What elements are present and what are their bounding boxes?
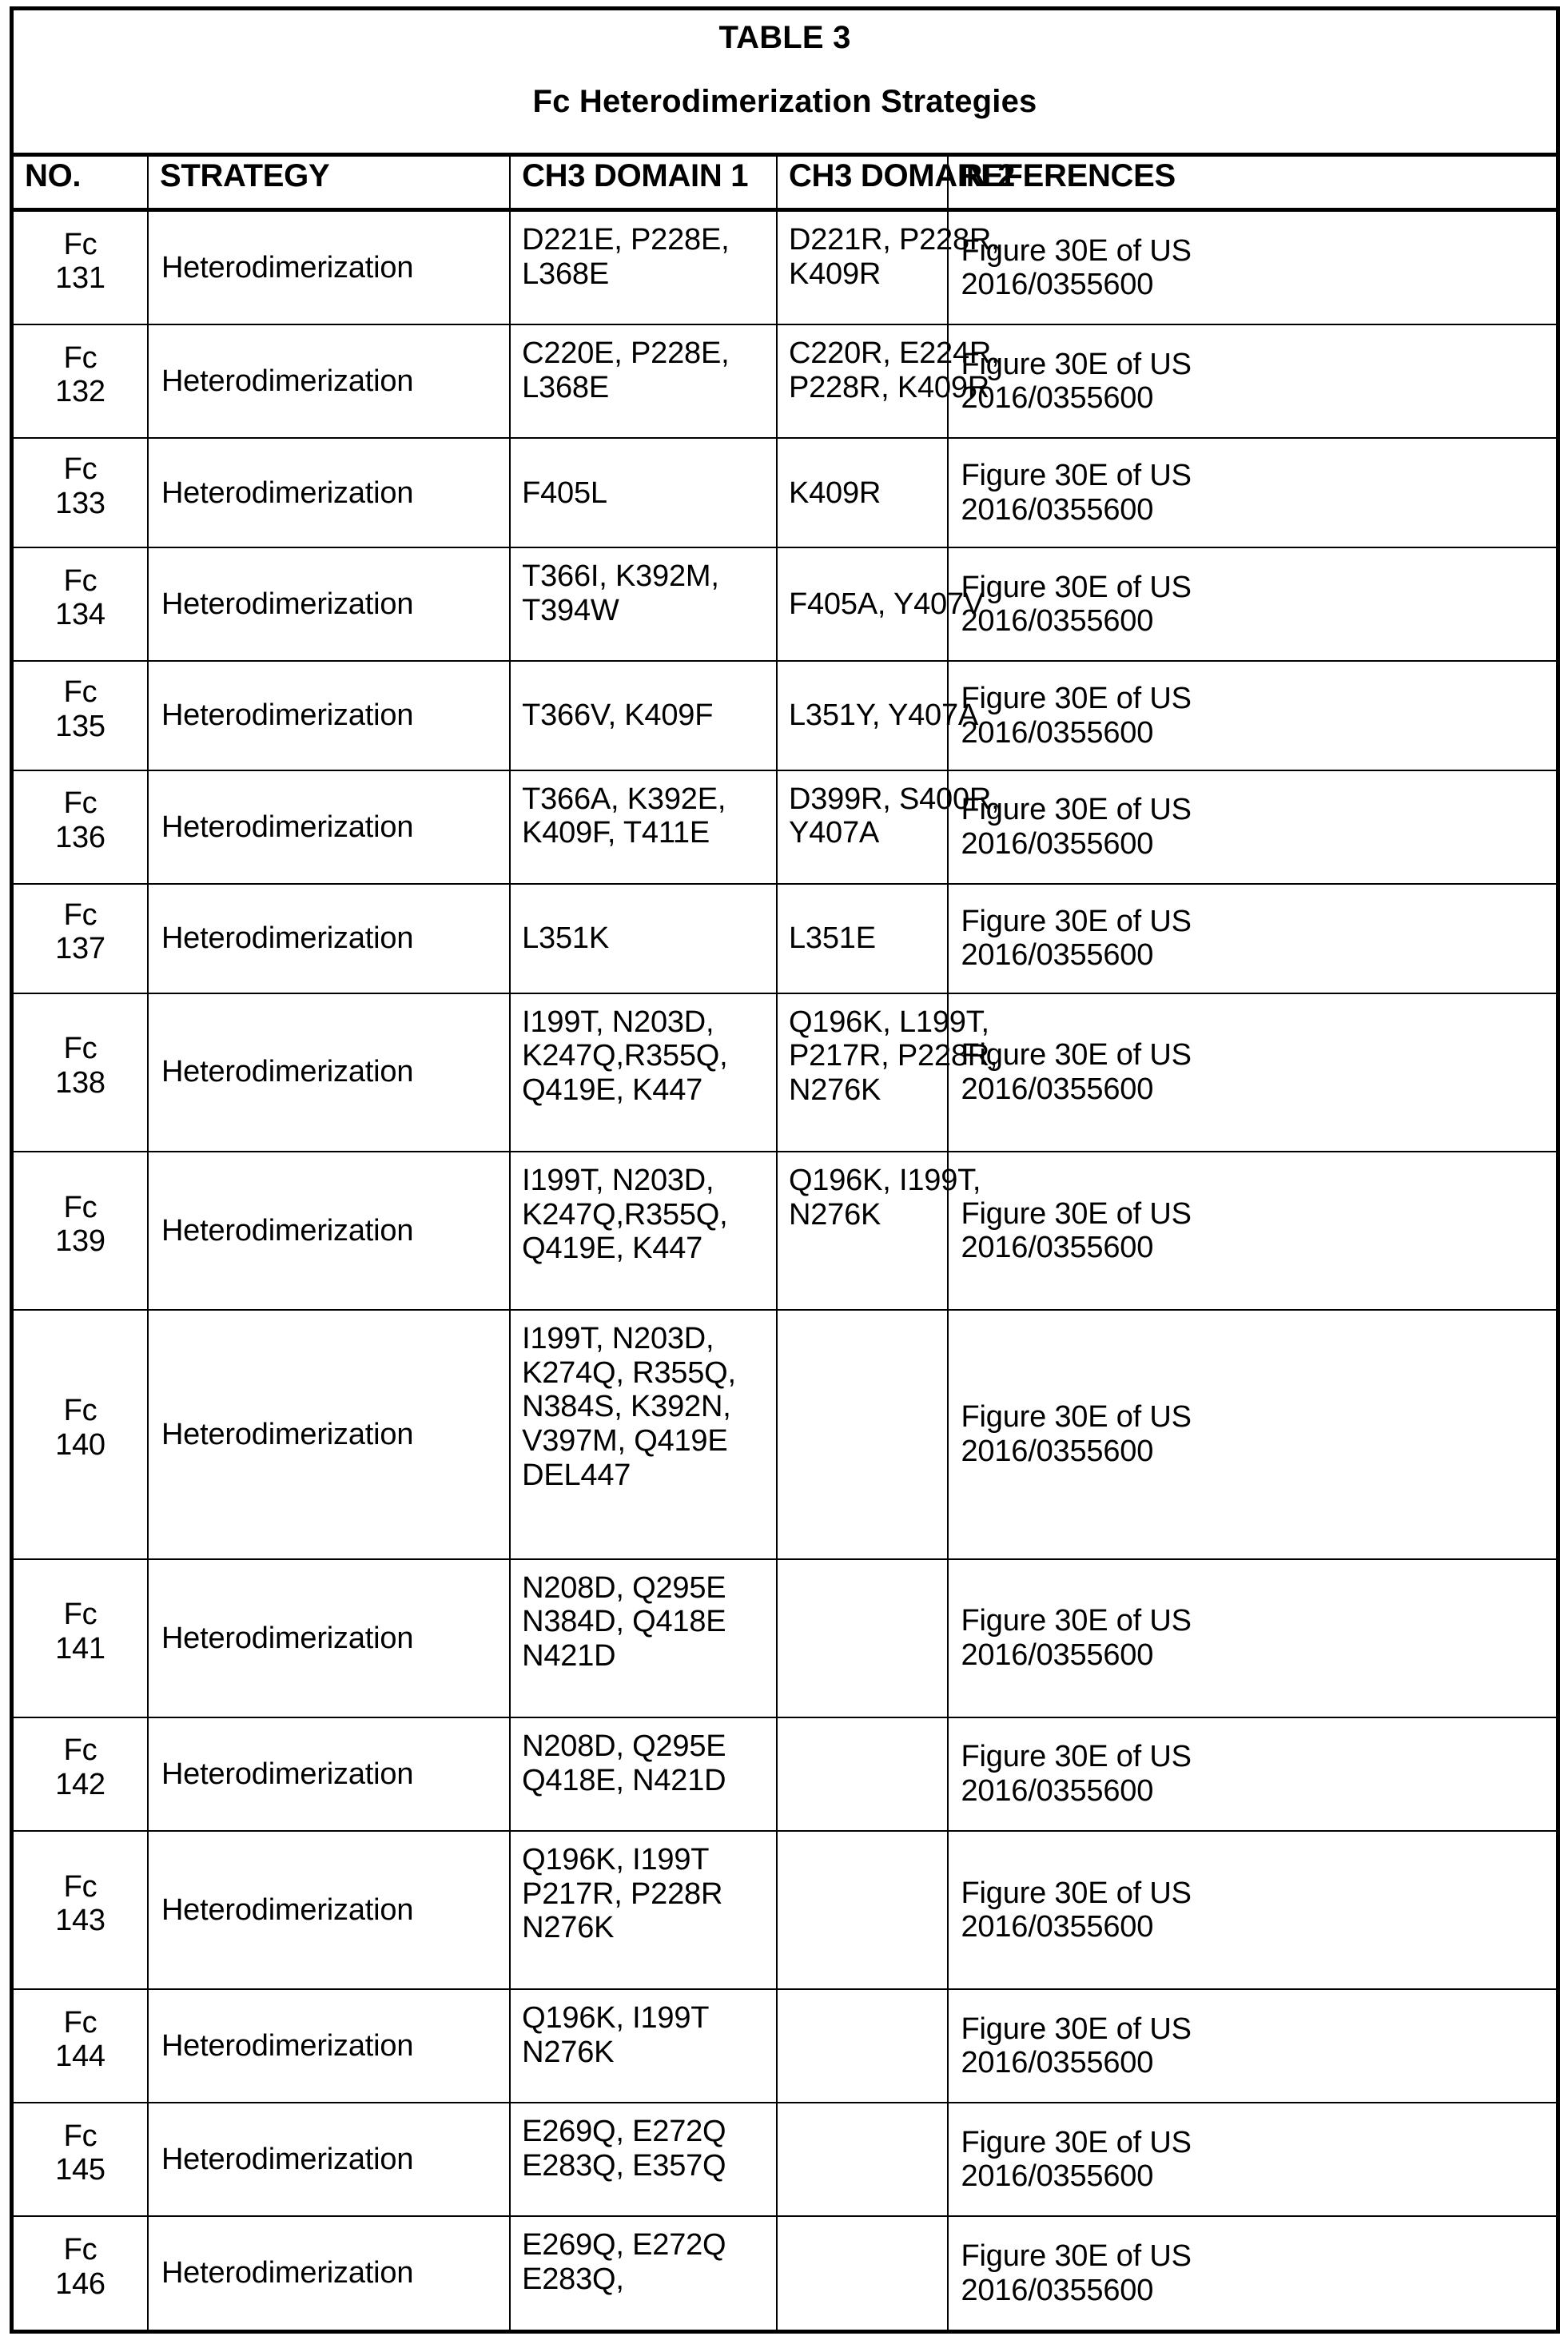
cell-reference bbox=[948, 993, 1558, 1152]
cell-reference bbox=[948, 1831, 1558, 1989]
column-header-strategy: STRATEGY bbox=[148, 155, 510, 210]
cell-ch3-domain-1 bbox=[510, 884, 777, 993]
cell-fc-number bbox=[12, 1989, 148, 2103]
reference-line: Figure 30E of US bbox=[961, 233, 1192, 268]
mutation-line: D399R, S400R, bbox=[788, 782, 1000, 816]
mutation-line: N384D, Q418E bbox=[522, 1605, 726, 1639]
table-row bbox=[12, 2216, 1558, 2331]
cell-strategy: Heterodimerization bbox=[148, 2103, 510, 2216]
cell-fc-number bbox=[12, 438, 148, 547]
fc-prefix: Fc bbox=[63, 1190, 98, 1224]
table-row bbox=[12, 993, 1558, 1152]
cell-reference bbox=[948, 1310, 1558, 1558]
mutation-line: Q419E, K447 bbox=[522, 1073, 703, 1107]
mutation-line: I199T, N203D, bbox=[522, 1322, 714, 1356]
table-row bbox=[12, 1831, 1558, 1989]
mutation-line: K409R bbox=[788, 257, 882, 291]
fc-prefix: Fc bbox=[63, 563, 98, 598]
fc-heterodimerization-table bbox=[10, 6, 1560, 2334]
table-row bbox=[12, 770, 1558, 884]
reference-line: 2016/0355600 bbox=[961, 492, 1154, 527]
fc-number: 133 bbox=[55, 486, 105, 520]
cell-ch3-domain-1 bbox=[510, 1310, 777, 1558]
cell-reference bbox=[948, 324, 1558, 438]
table-row bbox=[12, 1310, 1558, 1558]
mutation-line: T394W bbox=[522, 593, 619, 627]
cell-fc-number bbox=[12, 661, 148, 770]
mutation-line: N276K bbox=[788, 1073, 882, 1107]
reference-line: 2016/0355600 bbox=[961, 826, 1154, 861]
fc-number: 140 bbox=[55, 1427, 105, 1462]
fc-number: 146 bbox=[55, 2266, 105, 2301]
table-row bbox=[12, 1989, 1558, 2103]
cell-reference bbox=[948, 547, 1558, 661]
cell-strategy: Heterodimerization bbox=[148, 1152, 510, 1310]
fc-prefix: Fc bbox=[63, 786, 98, 821]
mutation-line: E283Q, E357Q bbox=[522, 2148, 726, 2183]
mutation-line: N208D, Q295E bbox=[522, 1729, 726, 1763]
fc-number: 131 bbox=[55, 261, 105, 296]
mutation-line: Y407A bbox=[788, 816, 880, 850]
mutation-line: Q196K, I199T bbox=[522, 1843, 710, 1876]
cell-fc-number bbox=[12, 993, 148, 1152]
cell-reference bbox=[948, 770, 1558, 884]
cell-ch3-domain-1 bbox=[510, 993, 777, 1152]
mutation-line: E283Q, bbox=[522, 2262, 624, 2296]
mutation-line: N276K bbox=[522, 2035, 615, 2069]
table-title: TABLE 3 bbox=[718, 20, 851, 55]
cell-fc-number bbox=[12, 1152, 148, 1310]
cell-reference bbox=[948, 210, 1558, 325]
table-row bbox=[12, 1717, 1558, 1831]
cell-ch3-domain-1 bbox=[510, 1717, 777, 1831]
reference-line: Figure 30E of US bbox=[961, 2125, 1192, 2159]
reference-line: Figure 30E of US bbox=[961, 681, 1192, 715]
cell-ch3-domain-2 bbox=[777, 1152, 981, 1310]
mutation-line: V397M, Q419E bbox=[522, 1424, 728, 1458]
mutation-line: I199T, N203D, bbox=[522, 1005, 714, 1039]
mutation-line: Q196K, L199T, bbox=[788, 1005, 989, 1039]
mutation-line: E269Q, E272Q bbox=[522, 2115, 726, 2149]
reference-line: 2016/0355600 bbox=[961, 2273, 1154, 2307]
cell-strategy: Heterodimerization bbox=[148, 324, 510, 438]
fc-number: 132 bbox=[55, 375, 105, 409]
reference-line: 2016/0355600 bbox=[961, 1638, 1154, 1672]
mutation-line: N208D, Q295E bbox=[522, 1570, 726, 1605]
fc-prefix: Fc bbox=[63, 1032, 98, 1066]
reference-line: Figure 30E of US bbox=[961, 1604, 1192, 1638]
mutation-line: K409R bbox=[788, 476, 882, 510]
mutation-line: N421D bbox=[522, 1638, 616, 1673]
column-header-no: NO. bbox=[12, 155, 148, 210]
fc-prefix: Fc bbox=[63, 2005, 98, 2040]
fc-number: 138 bbox=[55, 1065, 105, 1100]
cell-ch3-domain-1 bbox=[510, 2103, 777, 2216]
table-header bbox=[12, 9, 1558, 210]
reference-line: Figure 30E of US bbox=[961, 1740, 1192, 1774]
cell-reference bbox=[948, 2216, 1558, 2331]
mutation-line: Q196K, I199T, bbox=[788, 1163, 981, 1197]
fc-number: 144 bbox=[55, 2040, 105, 2074]
cell-fc-number bbox=[12, 1831, 148, 1989]
fc-number: 135 bbox=[55, 709, 105, 743]
mutation-line: L368E bbox=[522, 371, 609, 405]
mutation-line: T366V, K409F bbox=[522, 698, 714, 733]
cell-reference bbox=[948, 661, 1558, 770]
mutation-line: C220R, E224R, bbox=[788, 336, 1000, 371]
fc-prefix: Fc bbox=[63, 2119, 98, 2153]
mutation-line: D221R, P228R, bbox=[788, 223, 1000, 257]
cell-ch3-domain-1 bbox=[510, 547, 777, 661]
cell-strategy: Heterodimerization bbox=[148, 993, 510, 1152]
cell-strategy: Heterodimerization bbox=[148, 2216, 510, 2331]
cell-fc-number bbox=[12, 210, 148, 325]
cell-fc-number bbox=[12, 1559, 148, 1717]
cell-ch3-domain-2 bbox=[777, 2216, 948, 2331]
reference-line: 2016/0355600 bbox=[961, 1434, 1154, 1468]
cell-ch3-domain-2 bbox=[777, 770, 1000, 884]
cell-reference bbox=[948, 2103, 1558, 2216]
reference-line: Figure 30E of US bbox=[961, 1038, 1192, 1073]
reference-line: Figure 30E of US bbox=[961, 347, 1192, 381]
table-row bbox=[12, 210, 1558, 325]
table-body bbox=[12, 210, 1558, 2332]
column-header-references: REFERENCES bbox=[948, 155, 1558, 210]
mutation-line: I199T, N203D, bbox=[522, 1163, 714, 1197]
cell-ch3-domain-1 bbox=[510, 1831, 777, 1989]
cell-ch3-domain-2 bbox=[777, 1831, 948, 1989]
mutation-line: T366I, K392M, bbox=[522, 559, 719, 594]
mutation-line: K247Q,R355Q, bbox=[522, 1039, 728, 1073]
mutation-line: L368E bbox=[522, 257, 609, 291]
cell-ch3-domain-1 bbox=[510, 2216, 777, 2331]
cell-ch3-domain-2 bbox=[777, 210, 1000, 325]
reference-line: Figure 30E of US bbox=[961, 2239, 1192, 2274]
reference-line: 2016/0355600 bbox=[961, 715, 1154, 750]
reference-line: Figure 30E of US bbox=[961, 1876, 1192, 1910]
mutation-line: D221E, P228E, bbox=[522, 223, 730, 257]
cell-reference bbox=[948, 1989, 1558, 2103]
mutation-line: F405L bbox=[522, 476, 607, 510]
reference-line: Figure 30E of US bbox=[961, 2012, 1192, 2046]
cell-strategy: Heterodimerization bbox=[148, 1310, 510, 1558]
fc-prefix: Fc bbox=[63, 1598, 98, 1632]
mutation-line: K247Q,R355Q, bbox=[522, 1197, 728, 1232]
mutation-line: Q196K, I199T bbox=[522, 2001, 710, 2036]
fc-prefix: Fc bbox=[63, 1394, 98, 1428]
cell-fc-number bbox=[12, 1310, 148, 1558]
mutation-line: F405A, Y407V bbox=[788, 587, 985, 621]
cell-fc-number bbox=[12, 324, 148, 438]
fc-prefix: Fc bbox=[63, 1869, 98, 1904]
mutation-line: N276K bbox=[788, 1197, 882, 1232]
fc-number: 137 bbox=[55, 932, 105, 966]
mutation-line: T366A, K392E, bbox=[522, 782, 726, 816]
reference-line: 2016/0355600 bbox=[961, 1774, 1154, 1808]
mutation-line: K274Q, R355Q, bbox=[522, 1355, 736, 1390]
cell-fc-number bbox=[12, 770, 148, 884]
mutation-line: E269Q, E272Q bbox=[522, 2228, 726, 2262]
cell-strategy: Heterodimerization bbox=[148, 1717, 510, 1831]
mutation-line: L351K bbox=[522, 921, 609, 955]
table-subtitle: Fc Heterodimerization Strategies bbox=[532, 84, 1037, 119]
mutation-line: L351E bbox=[788, 921, 876, 955]
mutation-line: C220E, P228E, bbox=[522, 336, 730, 371]
mutation-line: P217R, P228R, bbox=[788, 1039, 998, 1073]
cell-strategy: Heterodimerization bbox=[148, 547, 510, 661]
table-row bbox=[12, 1559, 1558, 1717]
reference-line: Figure 30E of US bbox=[961, 459, 1192, 493]
reference-line: 2016/0355600 bbox=[961, 268, 1154, 302]
cell-ch3-domain-2 bbox=[777, 1559, 948, 1717]
cell-strategy: Heterodimerization bbox=[148, 884, 510, 993]
cell-fc-number bbox=[12, 2216, 148, 2331]
cell-ch3-domain-2 bbox=[777, 661, 979, 770]
column-header-ch3-domain-1: CH3 DOMAIN 1 bbox=[510, 155, 777, 210]
table-title-row bbox=[12, 9, 1558, 155]
cell-ch3-domain-1 bbox=[510, 770, 777, 884]
cell-reference bbox=[948, 1152, 1558, 1310]
reference-line: Figure 30E of US bbox=[961, 570, 1192, 604]
mutation-line: DEL447 bbox=[522, 1458, 631, 1492]
mutation-line: K409F, T411E bbox=[522, 816, 710, 850]
mutation-line: N384S, K392N, bbox=[522, 1390, 731, 1424]
cell-strategy: Heterodimerization bbox=[148, 438, 510, 547]
cell-ch3-domain-1 bbox=[510, 1989, 777, 2103]
cell-ch3-domain-1 bbox=[510, 1152, 777, 1310]
table-row bbox=[12, 661, 1558, 770]
column-header-ch3-domain-2: CH3 DOMAIN 2 bbox=[777, 155, 948, 210]
cell-ch3-domain-2 bbox=[777, 547, 985, 661]
cell-ch3-domain-2 bbox=[777, 438, 948, 547]
table-row bbox=[12, 324, 1558, 438]
reference-line: Figure 30E of US bbox=[961, 904, 1192, 938]
cell-reference bbox=[948, 1559, 1558, 1717]
fc-number: 141 bbox=[55, 1631, 105, 1665]
fc-prefix: Fc bbox=[63, 452, 98, 487]
cell-strategy: Heterodimerization bbox=[148, 1989, 510, 2103]
fc-prefix: Fc bbox=[63, 675, 98, 709]
cell-ch3-domain-1 bbox=[510, 661, 777, 770]
fc-number: 134 bbox=[55, 598, 105, 632]
cell-ch3-domain-1 bbox=[510, 1559, 777, 1717]
fc-number: 143 bbox=[55, 1904, 105, 1938]
reference-line: 2016/0355600 bbox=[961, 2046, 1154, 2080]
cell-ch3-domain-2 bbox=[777, 324, 1000, 438]
table-row bbox=[12, 884, 1558, 993]
cell-fc-number bbox=[12, 2103, 148, 2216]
fc-prefix: Fc bbox=[63, 227, 98, 261]
cell-ch3-domain-1 bbox=[510, 324, 777, 438]
cell-strategy: Heterodimerization bbox=[148, 210, 510, 325]
cell-strategy: Heterodimerization bbox=[148, 1831, 510, 1989]
cell-fc-number bbox=[12, 884, 148, 993]
cell-reference bbox=[948, 884, 1558, 993]
fc-number: 136 bbox=[55, 820, 105, 854]
cell-strategy: Heterodimerization bbox=[148, 661, 510, 770]
reference-line: Figure 30E of US bbox=[961, 1400, 1192, 1435]
cell-ch3-domain-1 bbox=[510, 438, 777, 547]
mutation-line: Q419E, K447 bbox=[522, 1232, 703, 1266]
mutation-line: Q418E, N421D bbox=[522, 1763, 726, 1797]
fc-prefix: Fc bbox=[63, 340, 98, 375]
reference-line: 2016/0355600 bbox=[961, 604, 1154, 639]
fc-number: 139 bbox=[55, 1224, 105, 1259]
column-header-row bbox=[12, 155, 1558, 210]
mutation-line: L351Y, Y407A bbox=[788, 698, 979, 733]
table-title-cell bbox=[12, 9, 1558, 155]
reference-line: Figure 30E of US bbox=[961, 1196, 1192, 1231]
cell-ch3-domain-2 bbox=[777, 1989, 948, 2103]
mutation-line: P217R, P228R bbox=[522, 1876, 723, 1911]
cell-reference bbox=[948, 438, 1558, 547]
table-row bbox=[12, 2103, 1558, 2216]
fc-number: 145 bbox=[55, 2153, 105, 2187]
cell-reference bbox=[948, 1717, 1558, 1831]
cell-ch3-domain-2 bbox=[777, 1310, 948, 1558]
fc-number: 142 bbox=[55, 1768, 105, 1801]
reference-line: 2016/0355600 bbox=[961, 1910, 1154, 1944]
reference-line: 2016/0355600 bbox=[961, 381, 1154, 416]
mutation-line: N276K bbox=[522, 1911, 615, 1945]
cell-ch3-domain-2 bbox=[777, 993, 998, 1152]
cell-ch3-domain-2 bbox=[777, 2103, 948, 2216]
cell-ch3-domain-2 bbox=[777, 1717, 948, 1831]
cell-strategy: Heterodimerization bbox=[148, 1559, 510, 1717]
reference-line: 2016/0355600 bbox=[961, 938, 1154, 973]
fc-prefix: Fc bbox=[63, 1733, 98, 1768]
table-row bbox=[12, 438, 1558, 547]
table-row bbox=[12, 1152, 1558, 1310]
cell-ch3-domain-2 bbox=[777, 884, 948, 993]
fc-prefix: Fc bbox=[63, 897, 98, 932]
reference-line: 2016/0355600 bbox=[961, 2159, 1154, 2194]
table-row bbox=[12, 547, 1558, 661]
cell-ch3-domain-1 bbox=[510, 210, 777, 325]
cell-strategy: Heterodimerization bbox=[148, 770, 510, 884]
mutation-line: P228R, K409R bbox=[788, 371, 990, 405]
reference-line: 2016/0355600 bbox=[961, 1231, 1154, 1265]
reference-line: 2016/0355600 bbox=[961, 1072, 1154, 1106]
cell-fc-number bbox=[12, 1717, 148, 1831]
cell-fc-number bbox=[12, 547, 148, 661]
reference-line: Figure 30E of US bbox=[961, 793, 1192, 827]
fc-prefix: Fc bbox=[63, 2233, 98, 2267]
